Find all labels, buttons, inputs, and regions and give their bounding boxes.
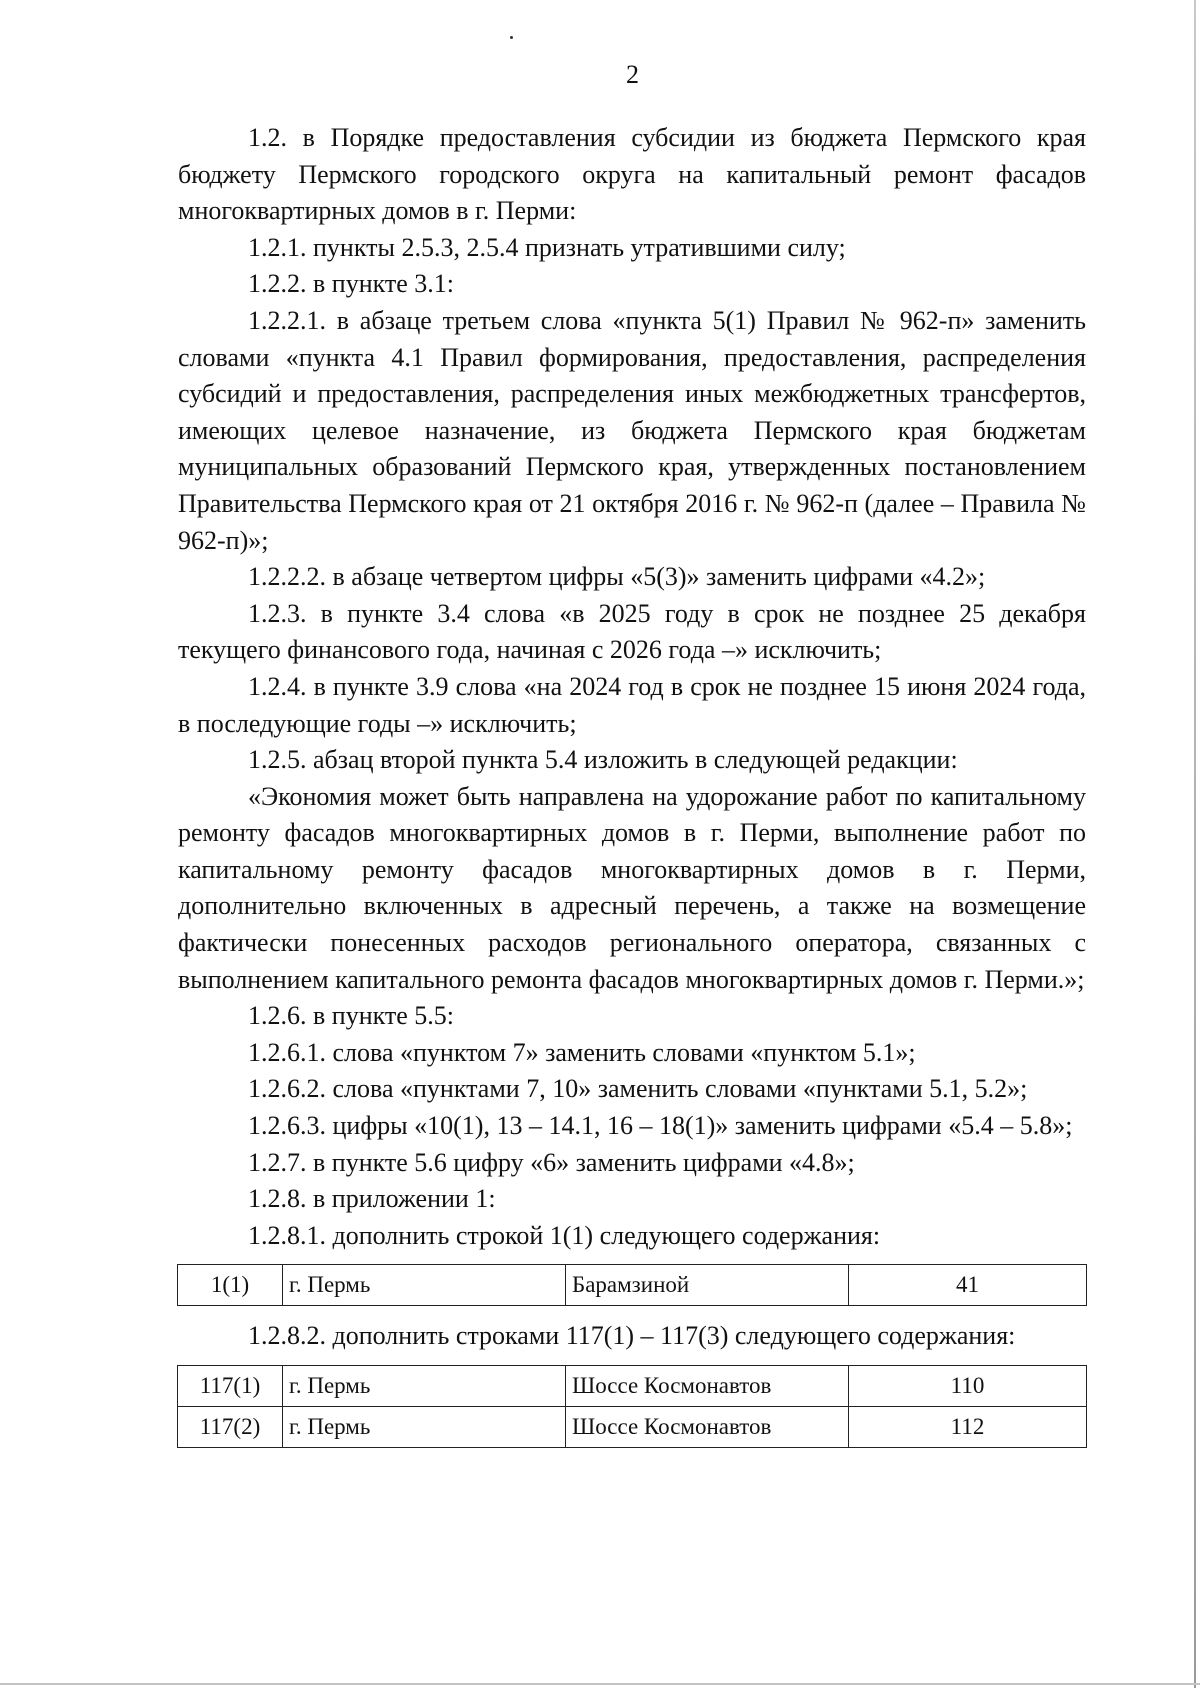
document-body bbox=[178, 120, 1086, 1460]
paragraph-1-2-8-1: 1.2.8.1. дополнить строкой 1(1) следующего содержания: bbox=[248, 1220, 881, 1250]
table-row bbox=[178, 1407, 1087, 1448]
paragraph-1-2-2-2: 1.2.2.2. в абзаце четвертом цифры «5(3)» заменить цифрами «4.2»; bbox=[248, 562, 986, 592]
paragraph-1-2-6-2: 1.2.6.2. слова «пунктами 7, 10» заменить словами «пунктами 5.1, 5.2»; bbox=[248, 1074, 1028, 1104]
table-row bbox=[178, 1265, 1087, 1306]
scan-page-edge-bottom bbox=[0, 1683, 1200, 1685]
city-cell: г. Пермь bbox=[283, 1407, 566, 1448]
street-cell: Шоссе Космонавтов bbox=[566, 1407, 849, 1448]
paragraph-1-2-8-2: 1.2.8.2. дополнить строками 117(1) – 117(3) следующего содержания: bbox=[248, 1321, 1016, 1351]
paragraph-1-2-1: 1.2.1. пункты 2.5.3, 2.5.4 признать утратившими силу; bbox=[248, 232, 846, 262]
paragraph-1-2-7: 1.2.7. в пункте 5.6 цифру «6» заменить цифрами «4.8»; bbox=[248, 1147, 855, 1177]
paragraph-1-2-6-3: 1.2.6.3. цифры «10(1), 13 – 14.1, 16 – 18(1)» заменить цифрами «5.4 – 5.8»; bbox=[248, 1111, 1073, 1141]
paragraph-1-2-2: 1.2.2. в пункте 3.1: bbox=[248, 269, 455, 299]
scan-speck bbox=[510, 36, 513, 39]
page-number: 2 bbox=[626, 60, 639, 89]
address-table-1 bbox=[177, 1264, 1087, 1306]
paragraph-1-2-3: 1.2.3. в пункте 3.4 слова «в 2025 году в срок не позднее 25 декабря текущего финансового года, начиная с 2026 года –» исключить; bbox=[178, 598, 1086, 665]
city-cell: г. Пермь bbox=[283, 1265, 566, 1306]
city-cell: г. Пермь bbox=[283, 1366, 566, 1407]
row-number-cell: 1(1) bbox=[178, 1265, 283, 1306]
paragraph-1-2: 1.2. в Порядке предоставления субсидии из бюджета Пермского края бюджету Пермского городского округа на капитальный ремонт фасадов многоквартирных домов в г. Перми: bbox=[178, 123, 1086, 226]
paragraph-1-2-4: 1.2.4. в пункте 3.9 слова «на 2024 год в срок не позднее 15 июня 2024 года, в последующие годы –» исключить; bbox=[178, 671, 1086, 738]
address-table-1-wrapper bbox=[177, 1264, 1086, 1306]
address-table-2 bbox=[177, 1365, 1087, 1448]
row-number-cell: 117(2) bbox=[178, 1407, 283, 1448]
paragraph-1-2-2-1: 1.2.2.1. в абзаце третьем слова «пункта 5(1) Правил № 962-п» заменить словами «пункта 4.1 Правил формирования, предоставления, распределения субсидий и предоставления, распределения иных межбюджетных трансфертов, имеющих целевое назначение, из бюджета Пермского края бюджетам муниципальных образований Пермского края, утвержденных постановлением Правительства Пермского края от 21 октября 2016 г. № 962-п (далее – Правила № 962-п)»; bbox=[178, 305, 1086, 555]
house-number-cell: 110 bbox=[849, 1366, 1087, 1407]
address-table-2-wrapper bbox=[177, 1365, 1086, 1448]
scan-page-edge bbox=[1194, 0, 1196, 1688]
paragraph-1-2-5: 1.2.5. абзац второй пункта 5.4 изложить в следующей редакции: bbox=[248, 745, 958, 775]
street-cell: Барамзиной bbox=[566, 1265, 849, 1306]
row-number-cell: 117(1) bbox=[178, 1366, 283, 1407]
table-row bbox=[178, 1366, 1087, 1407]
house-number-cell: 112 bbox=[849, 1407, 1087, 1448]
paragraph-1-2-6-1: 1.2.6.1. слова «пунктом 7» заменить словами «пунктом 5.1»; bbox=[248, 1037, 916, 1067]
paragraph-1-2-8: 1.2.8. в приложении 1: bbox=[248, 1184, 496, 1214]
house-number-cell: 41 bbox=[849, 1265, 1087, 1306]
paragraph-1-2-6: 1.2.6. в пункте 5.5: bbox=[248, 1001, 455, 1031]
street-cell: Шоссе Космонавтов bbox=[566, 1366, 849, 1407]
paragraph-quote-economy: «Экономия может быть направлена на удорожание работ по капитальному ремонту фасадов многоквартирных домов в г. Перми, выполнение работ по капитальному ремонту фасадов многоквартирных домов в г. Перми, дополнительно включенных в адресный перечень, а также на возмещение фактически понесенных расходов регионального оператора, связанных с выполнением капитального ремонта фасадов многоквартирных домов г. Перми.»; bbox=[178, 781, 1086, 994]
